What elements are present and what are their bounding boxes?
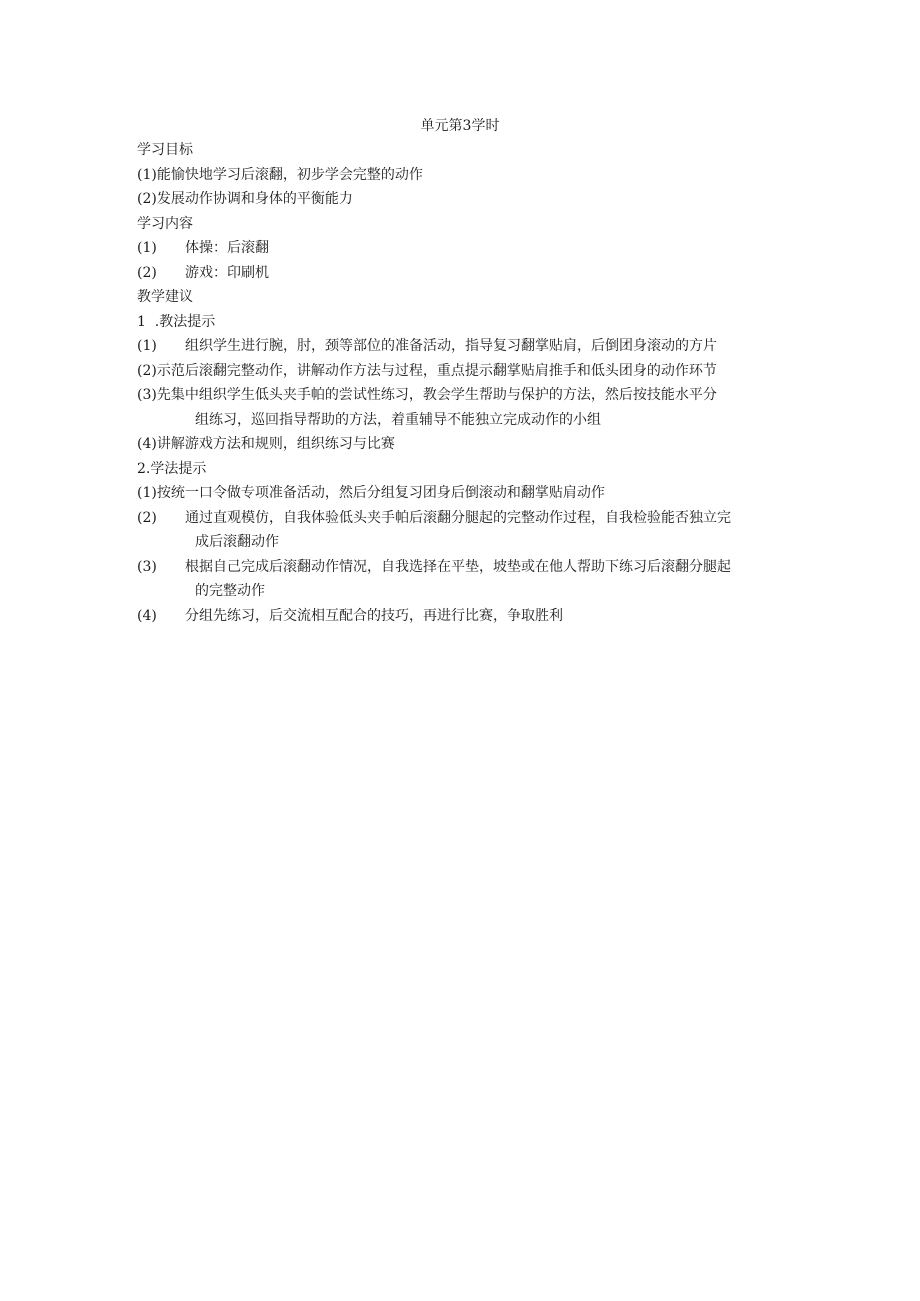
item-number: (3) [137,387,157,403]
learning-item [137,481,789,506]
item-number: (1) [137,338,157,354]
content-item [137,261,789,286]
item-number: (1) [137,485,157,501]
document-title: 单元第3学时 [420,118,500,134]
item-continuation: 组练习，巡回指导帮助的方法，着重辅导不能独立完成动作的小组 [195,411,601,428]
content-item [137,236,789,261]
objective-item [137,163,789,188]
item-number: (3) [137,558,157,575]
item-text: 分组先练习，后交流相互配合的技巧，再进行比赛，争取胜利 [185,607,563,624]
item-number: (2) [137,509,157,526]
item-number: (4) [137,436,157,452]
item-number: (1) [137,240,157,256]
teaching-heading: 1 .教法提示 [137,313,216,330]
item-number: (2) [137,191,157,207]
suggestions-heading: 教学建议 [137,289,193,305]
objectives-heading: 学习目标 [137,142,193,158]
item-number: (1) [137,166,157,183]
teaching-item [137,383,789,408]
learning-item [137,604,789,629]
item-text: 讲解游戏方法和规则，组织练习与比赛 [156,436,395,452]
item-text: 游戏：印刷机 [185,264,269,281]
item-text: 体操：后滚翻 [185,240,269,256]
document-body [137,138,789,628]
learning-item [137,506,789,531]
item-text: 组织学生进行腕，肘，颈等部位的准备活动，指导复习翻掌贴肩，后倒团身滚动的方片 [185,338,717,354]
item-number: (2) [137,362,157,379]
item-number: (4) [137,607,157,624]
item-text: 先集中组织学生低头夹手帕的尝试性练习，教会学生帮助与保护的方法，然后按技能水平分 [156,387,717,403]
item-continuation: 的完整动作 [195,583,265,599]
item-text: 能愉快地学习后滚翻，初步学会完整的动作 [156,166,423,183]
teaching-item [137,334,789,359]
teaching-item [137,432,789,457]
teaching-item [137,359,789,384]
item-text: 按统一口令做专项准备活动，然后分组复习团身后倒滚动和翻掌贴肩动作 [156,485,605,501]
item-text: 根据自己完成后滚翻动作情况，自我选择在平垫，坡垫或在他人帮助下练习后滚翻分腿起 [185,558,731,575]
learning-heading: 2.学法提示 [137,460,207,477]
objective-item [137,187,789,212]
item-text: 示范后滚翻完整动作，讲解动作方法与过程，重点提示翻掌贴肩推手和低头团身的动作环节 [156,362,717,379]
item-number: (2) [137,264,157,281]
content-heading: 学习内容 [137,215,193,232]
item-text: 发展动作协调和身体的平衡能力 [156,191,353,207]
item-text: 通过直观模仿，自我体验低头夹手帕后滚翻分腿起的完整动作过程，自我检验能否独立完 [185,509,731,526]
item-continuation: 成后滚翻动作 [195,534,279,550]
learning-item [137,555,789,580]
